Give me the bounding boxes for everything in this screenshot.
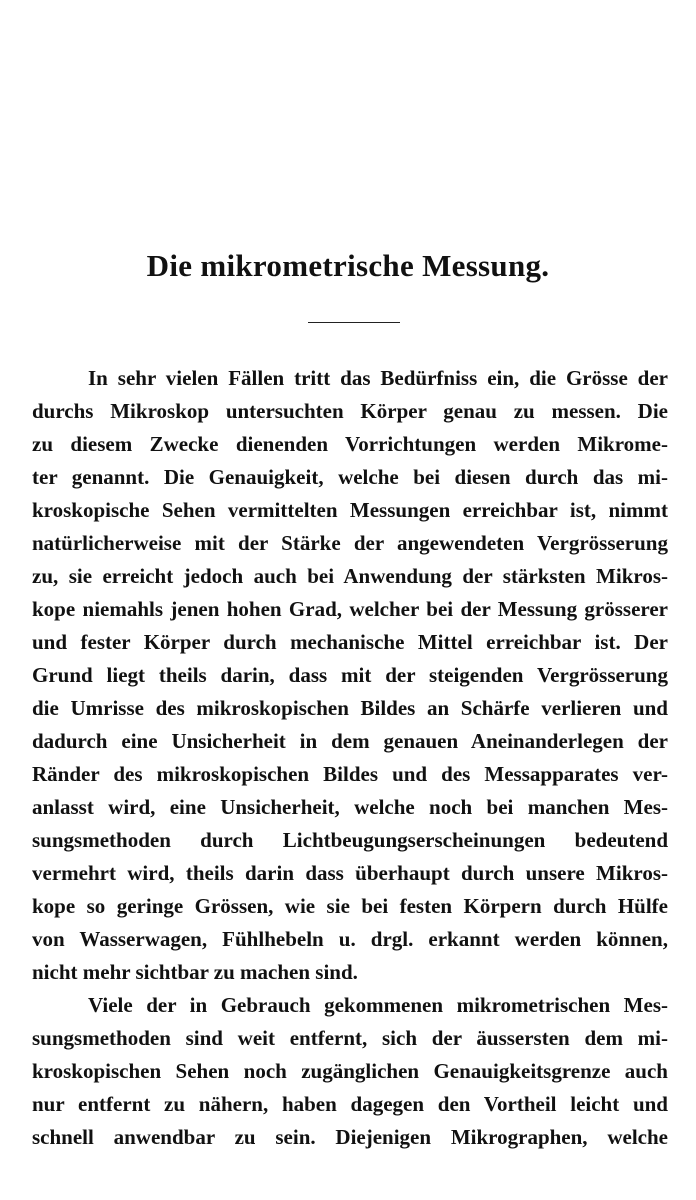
text-line: zu, sie erreicht jedoch auch bei Anwendung der stärksten Mikros-	[32, 564, 668, 588]
text-line: Ränder des mikroskopischen Bildes und des Messapparates ver-	[32, 762, 668, 786]
text-line: natürlicherweise mit der Stärke der angewendeten Vergrösserung	[32, 531, 668, 555]
text-line: kroskopischen Sehen noch zugänglichen Genauigkeitsgrenze auch	[32, 1059, 668, 1083]
text-line: und fester Körper durch mechanische Mittel erreichbar ist. Der	[32, 630, 668, 654]
text-line: sungsmethoden sind weit entfernt, sich der äussersten dem mi-	[32, 1026, 668, 1050]
text-line: Viele der in Gebrauch gekommenen mikrometrischen Mes-	[88, 993, 668, 1017]
text-line: dadurch eine Unsicherheit in dem genauen Aneinanderlegen der	[32, 729, 668, 753]
text-line: vermehrt wird, theils darin dass überhaupt durch unsere Mikros-	[32, 861, 668, 885]
text-line: durchs Mikroskop untersuchten Körper genau zu messen. Die	[32, 399, 668, 423]
text-line: anlasst wird, eine Unsicherheit, welche noch bei manchen Mes-	[32, 795, 668, 819]
text-line: von Wasserwagen, Fühlhebeln u. drgl. erkannt werden können,	[32, 927, 668, 951]
page-title: Die mikrometrische Messung.	[146, 248, 550, 283]
text-line: kope niemahls jenen hohen Grad, welcher bei der Messung grösserer	[32, 597, 668, 621]
text-line: Grund liegt theils darin, dass mit der steigenden Vergrösserung	[32, 663, 668, 687]
text-line: In sehr vielen Fällen tritt das Bedürfniss ein, die Grösse der	[88, 366, 668, 390]
text-line: kroskopische Sehen vermittelten Messungen erreichbar ist, nimmt	[32, 498, 668, 522]
text-line: kope so geringe Grössen, wie sie bei festen Körpern durch Hülfe	[32, 894, 668, 918]
text-line: die Umrisse des mikroskopischen Bildes an Schärfe verlieren und	[32, 696, 668, 720]
text-line: schnell anwendbar zu sein. Diejenigen Mikrographen, welche	[32, 1125, 668, 1149]
text-line: sungsmethoden durch Lichtbeugungserscheinungen bedeutend	[32, 828, 668, 852]
text-line: zu diesem Zwecke dienenden Vorrichtungen werden Mikrome-	[32, 432, 668, 456]
text-line: nicht mehr sichtbar zu machen sind.	[32, 960, 358, 984]
text-line: ter genannt. Die Genauigkeit, welche bei diesen durch das mi-	[32, 465, 668, 489]
text-line: nur entfernt zu nähern, haben dagegen den Vortheil leicht und	[32, 1092, 668, 1116]
